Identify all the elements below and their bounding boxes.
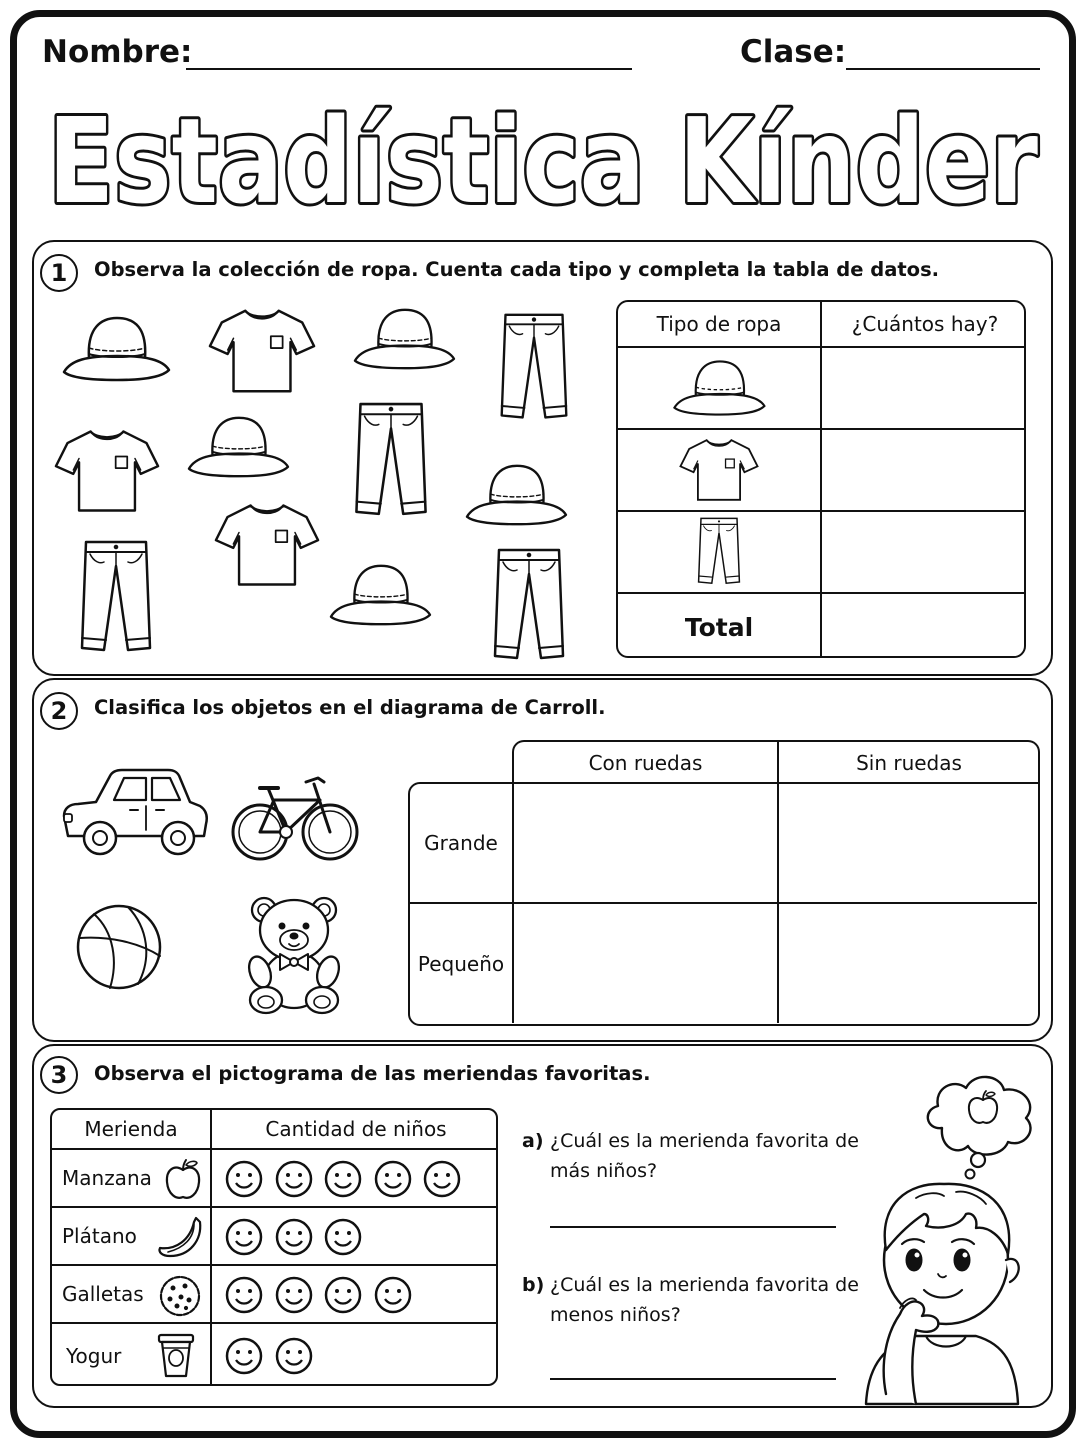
name-line[interactable]	[186, 68, 632, 70]
smiley-face-icon	[323, 1275, 363, 1315]
question-a-letter: a)	[522, 1130, 544, 1152]
table-row-hat	[618, 348, 822, 430]
class-label: Clase:	[740, 34, 847, 70]
smiley-face-icon	[274, 1159, 314, 1199]
hat-icon	[348, 306, 460, 372]
apple-icon	[164, 1158, 202, 1202]
table-row-total: Total	[618, 594, 822, 658]
carroll-cell-big-no-wheels[interactable]	[779, 784, 1037, 904]
pants-icon	[695, 516, 743, 588]
section3-number: 3	[40, 1056, 78, 1094]
carroll-row-big: Grande	[410, 784, 514, 904]
carroll-col-with-wheels: Con ruedas	[514, 742, 779, 784]
pictogram-row-apple: Manzana	[52, 1150, 498, 1208]
yogurt-icon	[156, 1332, 196, 1380]
pants-icon	[496, 310, 572, 426]
smiley-face-icon	[224, 1336, 264, 1376]
carroll-row-small: Pequeño	[410, 904, 514, 1023]
answer-line-b[interactable]	[550, 1378, 836, 1380]
answer-cell-tshirt[interactable]	[822, 430, 1026, 512]
smiley-face-icon	[323, 1159, 363, 1199]
carroll-header	[512, 740, 1040, 784]
carroll-cell-small-wheels[interactable]	[514, 904, 779, 1023]
pictogram-row-yogurt: Yogur	[52, 1324, 498, 1386]
pants-icon	[488, 546, 570, 666]
tshirt-icon	[679, 437, 759, 503]
smiley-face-icon	[224, 1159, 264, 1199]
table-row-pants	[618, 512, 822, 594]
hat-icon	[669, 358, 769, 418]
carroll-col-without-wheels: Sin ruedas	[856, 751, 962, 775]
question-a-text-1: ¿Cuál es la merienda favorita de	[550, 1130, 859, 1152]
name-label: Nombre:	[42, 34, 193, 70]
section2-number: 2	[40, 692, 78, 730]
smiley-face-icon	[323, 1217, 363, 1257]
pictogram-table	[50, 1108, 498, 1386]
section1-number: 1	[40, 254, 78, 292]
hat-icon	[182, 414, 294, 480]
hat-icon	[60, 314, 172, 384]
hat-icon	[460, 462, 572, 528]
smiley-face-icon	[274, 1217, 314, 1257]
table-row-tshirt	[618, 430, 822, 512]
class-line[interactable]	[846, 68, 1040, 70]
smiley-face-icon	[224, 1275, 264, 1315]
carroll-grid	[408, 782, 1040, 1026]
answer-cell-hat[interactable]	[822, 348, 1026, 430]
ball-icon	[74, 902, 164, 992]
section2-instruction: Clasifica los objetos en el diagrama de Carroll.	[94, 696, 606, 719]
thinking-boy-icon	[856, 1064, 1046, 1408]
clothes-data-table	[616, 300, 1026, 658]
question-b-letter: b)	[522, 1274, 545, 1296]
pictogram-row-banana: Plátano	[52, 1208, 498, 1266]
answer-cell-total[interactable]	[822, 594, 1026, 658]
teddy-bear-icon	[242, 892, 346, 1016]
answer-line-a[interactable]	[550, 1226, 836, 1228]
question-b-text-1: ¿Cuál es la merienda favorita de	[550, 1274, 859, 1296]
question-b-text-2: menos niños?	[550, 1304, 681, 1326]
table-header-count: ¿Cuántos hay?	[822, 302, 1026, 348]
pictogram-header-count: Cantidad de niños	[212, 1110, 498, 1150]
cookie-icon	[158, 1274, 202, 1318]
smiley-face-icon	[373, 1275, 413, 1315]
pictogram-header-snack: Merienda	[52, 1110, 212, 1150]
tshirt-icon	[208, 306, 316, 396]
answer-cell-pants[interactable]	[822, 512, 1026, 594]
banana-icon	[156, 1214, 204, 1260]
section3-instruction: Observa el pictograma de las meriendas favoritas.	[94, 1062, 651, 1085]
smiley-face-icon	[274, 1336, 314, 1376]
tshirt-icon	[54, 426, 160, 516]
page-title	[40, 88, 1046, 228]
pictogram-row-cookies: Galletas	[52, 1266, 498, 1324]
smiley-face-icon	[274, 1275, 314, 1315]
hat-icon	[324, 562, 436, 628]
bicycle-icon	[228, 774, 362, 864]
smiley-face-icon	[422, 1159, 462, 1199]
car-icon	[60, 766, 210, 862]
title-text: Estadística Kínder	[48, 92, 1038, 228]
pants-icon	[350, 400, 432, 522]
question-a-text-2: más niños?	[550, 1160, 658, 1182]
tshirt-icon	[214, 500, 320, 590]
smiley-face-icon	[373, 1159, 413, 1199]
smiley-face-icon	[224, 1217, 264, 1257]
table-header-type: Tipo de ropa	[618, 302, 822, 348]
pants-icon	[76, 538, 156, 658]
carroll-cell-big-wheels[interactable]	[514, 784, 779, 904]
section1-instruction: Observa la colección de ropa. Cuenta cada tipo y completa la tabla de datos.	[94, 258, 940, 281]
carroll-cell-small-no-wheels[interactable]	[779, 904, 1037, 1023]
